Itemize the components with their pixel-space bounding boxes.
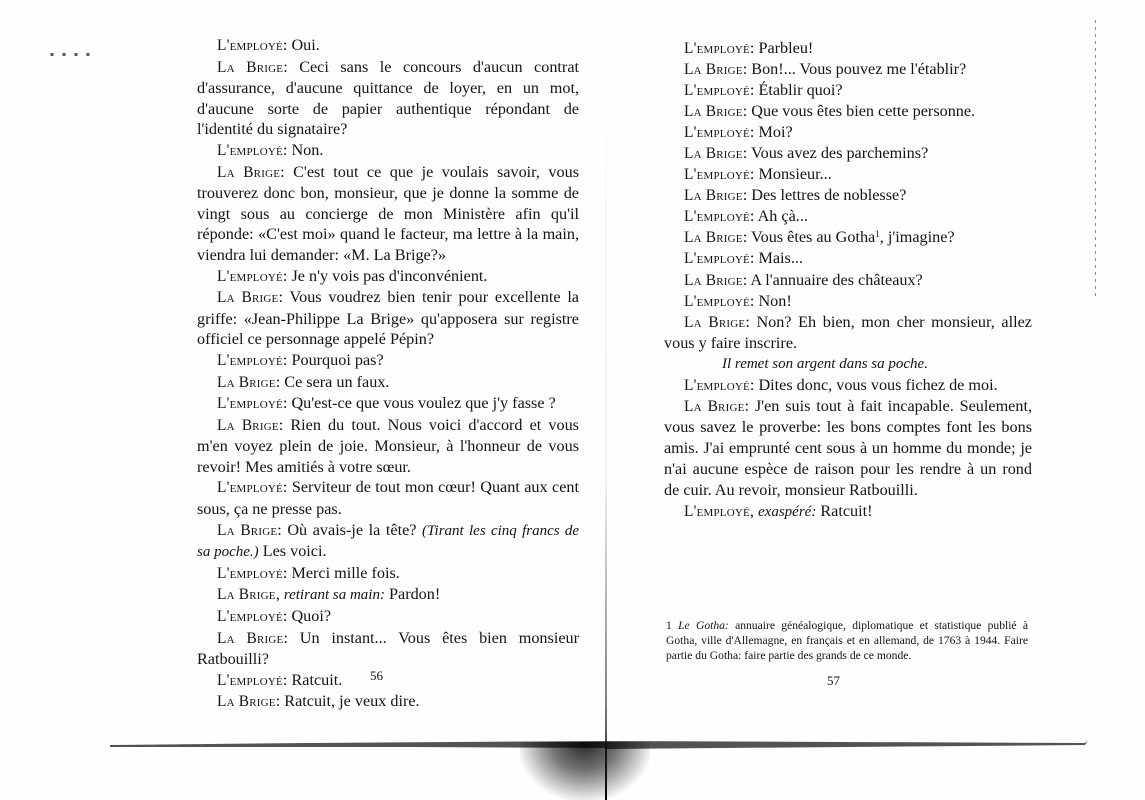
dialogue-text: Non! [758,291,792,310]
speaker-separator: : [749,81,759,100]
speaker-name: L'employé [217,608,283,626]
dialogue-line [197,372,579,394]
dialogue-line [197,606,579,628]
speaker-name: L'employé [684,250,750,268]
dialogue-text: Qu'est-ce que vous voulez que j'y fasse ? [291,394,556,413]
speaker-separator: : [283,628,300,647]
dialogue-line [197,287,579,350]
dialogue-text: Serviteur de tout mon cœur! Quant aux cent sous, ça ne presse pas. [197,478,580,519]
dialogue-line [197,140,579,162]
dialogue-text: Ratcuit! [816,502,873,521]
left-page-text [197,35,579,713]
dialogue-line [197,350,579,372]
dialogue-line [664,143,1032,164]
dialogue-text: Monsieur... [758,165,832,184]
dialogue-text: Ceci sans le concours d'aucun contrat d'assurance, d'aucune quittance de loyer, en un mot, d'aucune sorte de papier authentique répondant de l'identité du signataire? [197,57,579,139]
dialogue-text: Je n'y vois pas d'inconvénient. [291,266,488,285]
dialogue-text: Non? Eh bien, mon cher monsieur, allez vous y faire inscrire. [664,312,1032,352]
stage-direction-inline: exaspéré: [758,504,817,521]
dialogue-text: Que vous êtes bien cette personne. [751,102,976,121]
footnote-marker: 1 [666,619,672,632]
dialogue-text: Ratcuit. [291,670,343,689]
scan-specks: ▪ ▪ ▪ ▪ [50,51,93,58]
speaker-name: La Brige [217,521,278,539]
speaker-name: L'employé [684,292,750,310]
speaker-separator: : [282,670,292,689]
footnote-text: annuaire généalogique, diplomatique et statistique publié à Gotha, ville d'Allemagne, en français et en allemand, de 1763 à 1944. Faire partie du Gotha: faire partie des grands de ce monde. [666,619,1028,662]
speaker-name: La Brige [684,145,743,163]
dialogue-text: Où avais-je la tête? [287,520,423,539]
dialogue-line [197,35,579,57]
dialogue-text: C'est tout ce que je voulais savoir, vous trouverez donc bon, monsieur, que je donne la somme de vingt sous au concierge de mon Ministère afin qu'il réponde: «C'est moi» quand le facteur, ma lettre à la main, viendra lui demander: «M. La Brige?» [197,162,579,264]
speaker-name: L'employé [684,166,750,184]
speaker-separator: : [749,249,759,268]
dialogue-line [197,563,579,585]
dialogue-line [197,162,579,266]
speaker-separator: : [282,563,292,582]
dialogue-line [197,57,579,140]
speaker-name: La Brige [217,58,284,76]
dialogue-text: Pardon! [384,585,441,604]
speaker-separator: : [749,375,759,394]
speaker-separator: : [282,266,292,285]
speaker-separator: : [275,692,285,711]
speaker-separator: : [742,270,751,289]
speaker-separator: : [282,478,292,497]
speaker-separator: : [277,520,288,539]
speaker-name: L'employé [217,671,283,689]
dialogue-line [664,38,1032,59]
speaker-separator: : [749,123,759,142]
dialogue-line [197,393,579,415]
speaker-separator: : [749,39,759,57]
footnote-ref: 1 [875,229,880,240]
dialogue-line [197,584,579,606]
speaker-separator: : [278,415,291,434]
page-number-left: 56 [370,668,383,683]
speaker-separator: : [749,291,759,310]
speaker-separator: : [742,102,752,121]
speaker-separator: : [742,228,751,247]
dialogue-text-cont: , j'imagine? [879,228,955,247]
dialogue-line [197,266,579,288]
dialogue-line [664,59,1032,80]
dialogue-text: Bon!... Vous pouvez me l'établir? [751,60,967,79]
speaker-name: La Brige [684,313,746,331]
speaker-name: L'employé [684,503,750,521]
speaker-name: L'employé [217,267,283,285]
right-page-text [664,38,1032,523]
speaker-name: La Brige [217,289,279,307]
speaker-separator: : [282,36,292,54]
dialogue-line [664,396,1032,501]
dialogue-text: Vous voudrez bien tenir pour excellente la griffe: «Jean-Philippe La Brige» qu'apposera sur registre officiel ce personnage appelé Pépin? [197,288,579,349]
speaker-separator: : [280,162,294,181]
dialogue-line [197,670,579,692]
dialogue-line [664,312,1032,354]
speaker-separator: : [282,140,292,159]
dialogue-text: Mais... [758,249,803,268]
speaker-separator: : [749,207,758,226]
stage-direction-inline: retirant sa main: [283,587,385,604]
speaker-name: La Brige [217,163,281,181]
dialogue-line [664,501,1032,523]
stage-direction: Il remet son argent dans sa poche. [722,355,928,372]
dialogue-text: Un instant... Vous êtes bien monsieur Ratbouilli? [197,628,579,669]
dialogue-text: Des lettres de noblesse? [751,186,907,205]
dialogue-line [197,477,579,519]
dialogue-text: Dites donc, vous vous fichez de moi. [758,375,998,394]
dialogue-text: Ah çà... [757,207,808,226]
dialogue-line [664,375,1032,396]
speaker-name: La Brige [684,397,745,415]
dialogue-text-cont: Les voici. [258,542,327,561]
speaker-name: L'employé [684,82,750,100]
dialogue-line [664,206,1032,227]
speaker-separator: : [742,186,752,205]
speaker-separator: : [282,350,292,369]
dialogue-text: Merci mille fois. [291,563,400,582]
dialogue-line [664,164,1032,185]
dialogue-line [664,80,1032,101]
dialogue-line [664,248,1032,269]
footnote [666,619,1028,663]
speaker-name: La Brige [684,103,743,121]
speaker-separator: , [749,502,759,521]
dialogue-text: Oui. [291,36,320,54]
dialogue-text: Pourquoi pas? [291,350,384,369]
dialogue-text: Établir quoi? [758,81,843,100]
speaker-name: L'employé [684,124,750,142]
speaker-name: L'employé [217,351,283,369]
speaker-name: La Brige [217,416,279,434]
speaker-separator: : [749,165,759,184]
dialogue-text: J'en suis tout à fait incapable. Seulement, vous savez le proverbe: les bons comptes font les bons amis. J'ai emprunté cent sous à un homme du monde; je n'ai aucune espèce de raison pour les rendre à un rond de cuir. Au revoir, monsieur Ratbouilli. [664,396,1032,499]
dialogue-line [664,185,1032,206]
dialogue-line [664,227,1032,248]
speaker-name: L'employé [684,376,750,394]
speaker-separator: : [282,607,292,626]
speaker-name: La Brige [217,373,276,391]
speaker-separator: : [282,394,292,413]
dialogue-line [664,270,1032,291]
speaker-name: L'employé [217,395,283,413]
dialogue-text: Non. [291,140,324,159]
speaker-separator: : [742,144,751,163]
dialogue-text: A l'annuaire des châteaux? [750,270,923,289]
dialogue-line [197,628,579,670]
footnote-term: Le Gotha: [678,619,729,632]
dialogue-line [664,101,1032,122]
dialogue-text: Ratcuit, je veux dire. [284,692,420,711]
speaker-separator: : [745,312,757,331]
speaker-separator: : [742,60,752,79]
speaker-name: L'employé [217,479,283,497]
speaker-name: L'employé [217,37,283,54]
speaker-name: La Brige [684,229,743,247]
page-number-right: 57 [827,673,840,688]
dialogue-text: Vous êtes au Gotha [751,228,876,247]
speaker-name: L'employé [684,208,750,226]
scan-edge-right [605,740,1088,749]
speaker-name: La Brige [217,629,284,647]
speaker-name: La Brige [684,187,743,205]
speaker-name: L'employé [217,141,283,159]
dialogue-text: Rien du tout. Nous voici d'accord et vous m'en voyez plein de joie. Monsieur, à l'honneur de vous revoir! Mes amitiés à votre sœur. [197,415,579,476]
dialogue-text: Moi? [758,123,793,142]
dialogue-text: Vous avez des parchemins? [751,144,929,163]
speaker-name: La Brige [217,693,276,711]
speaker-separator: : [744,396,755,415]
speaker-name: L'employé [684,40,750,57]
speaker-separator: : [275,372,285,391]
gutter-shadow [520,742,650,800]
speaker-separator: : [278,288,290,307]
dialogue-text: Parbleu! [758,39,814,57]
dialogue-line [664,122,1032,143]
speaker-name: La Brige [217,586,276,604]
stage-direction-inline: (Tirant les cinq francs de sa poche.) [197,522,580,561]
dialogue-line [197,415,579,478]
dialogue-line [664,291,1032,312]
speaker-name: La Brige [684,61,743,79]
dialogue-line [197,691,579,713]
dialogue-text: Ce sera un faux. [284,372,390,391]
speaker-name: L'employé [217,564,283,582]
page-edge-shadow [1095,20,1096,300]
speaker-separator: : [283,57,300,76]
speaker-separator: , [275,585,284,604]
dialogue-text: Quoi? [291,607,332,626]
dialogue-line [197,520,579,563]
speaker-name: La Brige [684,271,743,289]
